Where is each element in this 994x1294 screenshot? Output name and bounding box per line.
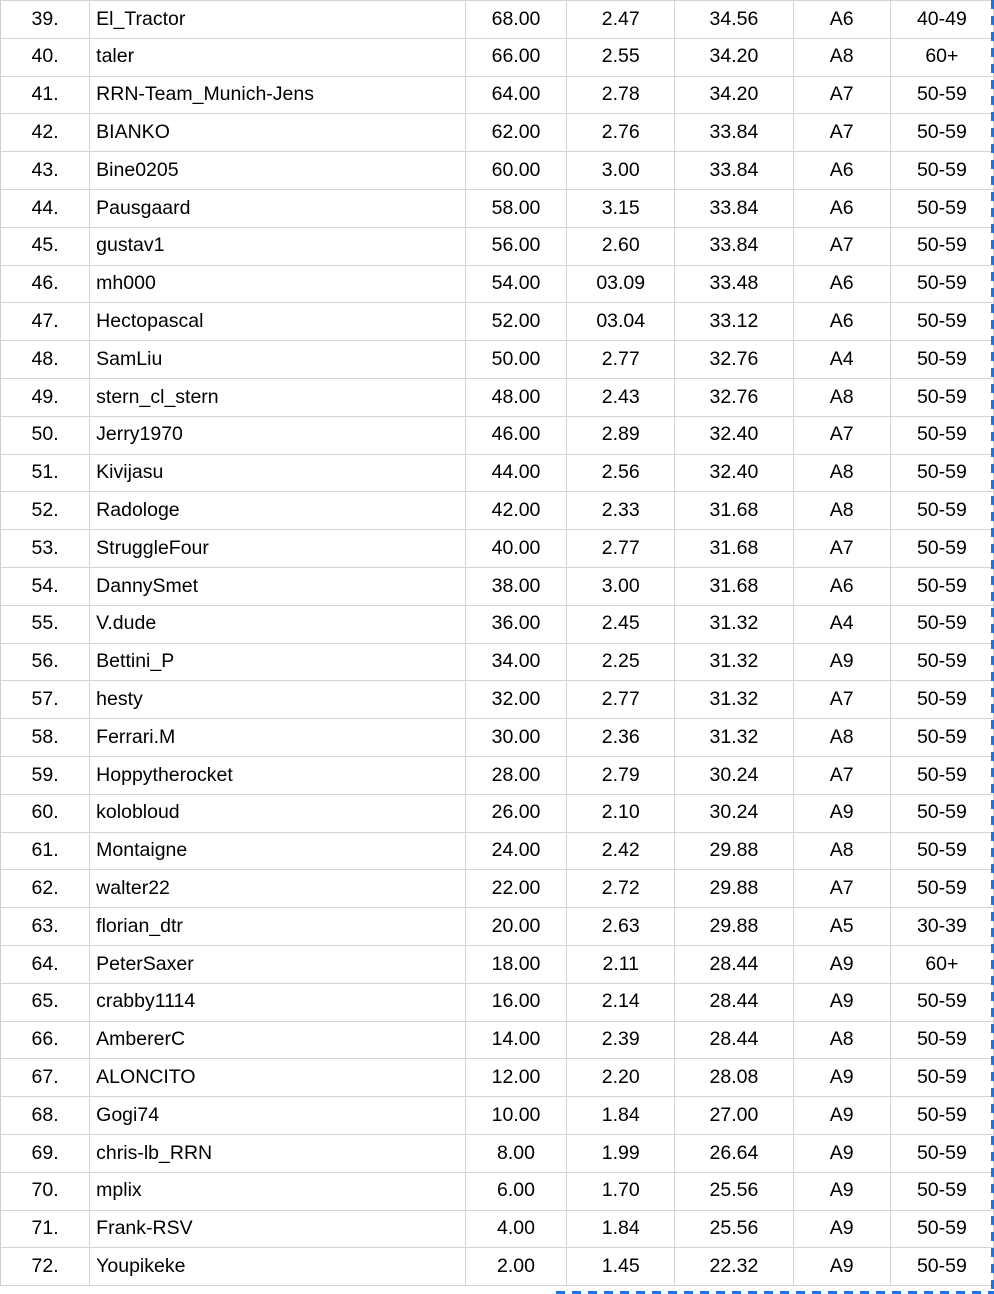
cell-rank[interactable]: 52. — [1, 492, 90, 530]
cell-rank[interactable]: 51. — [1, 454, 90, 492]
cell-points[interactable]: 40.00 — [465, 530, 566, 568]
cell-points[interactable]: 24.00 — [465, 832, 566, 870]
cell-name[interactable]: V.dude — [90, 605, 466, 643]
cell-age-group[interactable]: 50-59 — [890, 76, 993, 114]
cell-category[interactable]: A9 — [793, 1097, 890, 1135]
cell-rank[interactable]: 43. — [1, 152, 90, 190]
cell-age-group[interactable]: 50-59 — [890, 454, 993, 492]
cell-rank[interactable]: 40. — [1, 38, 90, 76]
cell-rank[interactable]: 71. — [1, 1210, 90, 1248]
cell-category[interactable]: A9 — [793, 794, 890, 832]
cell-speed[interactable]: 25.56 — [675, 1210, 793, 1248]
cell-points[interactable]: 62.00 — [465, 114, 566, 152]
cell-speed[interactable]: 28.44 — [675, 945, 793, 983]
cell-category[interactable]: A5 — [793, 908, 890, 946]
cell-speed[interactable]: 31.68 — [675, 567, 793, 605]
cell-rank[interactable]: 68. — [1, 1097, 90, 1135]
table-row[interactable] — [1, 1021, 994, 1059]
cell-name[interactable]: crabby1114 — [90, 983, 466, 1021]
cell-name[interactable]: PeterSaxer — [90, 945, 466, 983]
cell-category[interactable]: A6 — [793, 152, 890, 190]
cell-rank[interactable]: 63. — [1, 908, 90, 946]
table-row[interactable] — [1, 152, 994, 190]
cell-rank[interactable]: 45. — [1, 227, 90, 265]
cell-wkg[interactable]: 2.42 — [567, 832, 675, 870]
cell-speed[interactable]: 30.24 — [675, 794, 793, 832]
cell-speed[interactable]: 34.20 — [675, 76, 793, 114]
cell-wkg[interactable]: 2.77 — [567, 681, 675, 719]
table-row[interactable] — [1, 794, 994, 832]
cell-category[interactable]: A8 — [793, 1021, 890, 1059]
cell-category[interactable]: A8 — [793, 832, 890, 870]
cell-wkg[interactable]: 03.04 — [567, 303, 675, 341]
cell-age-group[interactable]: 50-59 — [890, 983, 993, 1021]
cell-wkg[interactable]: 2.77 — [567, 341, 675, 379]
table-row[interactable] — [1, 1172, 994, 1210]
cell-rank[interactable]: 59. — [1, 756, 90, 794]
cell-wkg[interactable]: 2.33 — [567, 492, 675, 530]
cell-category[interactable]: A7 — [793, 530, 890, 568]
cell-points[interactable]: 60.00 — [465, 152, 566, 190]
cell-name[interactable]: Hoppytherocket — [90, 756, 466, 794]
cell-speed[interactable]: 31.68 — [675, 492, 793, 530]
cell-speed[interactable]: 29.88 — [675, 870, 793, 908]
cell-points[interactable]: 64.00 — [465, 76, 566, 114]
cell-age-group[interactable]: 50-59 — [890, 1021, 993, 1059]
cell-age-group[interactable]: 50-59 — [890, 1248, 993, 1286]
cell-category[interactable]: A9 — [793, 1172, 890, 1210]
table-row[interactable] — [1, 945, 994, 983]
cell-name[interactable]: chris-lb_RRN — [90, 1134, 466, 1172]
cell-age-group[interactable]: 50-59 — [890, 303, 993, 341]
cell-category[interactable]: A9 — [793, 643, 890, 681]
cell-name[interactable]: taler — [90, 38, 466, 76]
cell-rank[interactable]: 49. — [1, 378, 90, 416]
cell-rank[interactable]: 54. — [1, 567, 90, 605]
cell-wkg[interactable]: 3.00 — [567, 152, 675, 190]
cell-wkg[interactable]: 2.14 — [567, 983, 675, 1021]
cell-age-group[interactable]: 50-59 — [890, 227, 993, 265]
table-row[interactable] — [1, 643, 994, 681]
cell-wkg[interactable]: 3.00 — [567, 567, 675, 605]
cell-age-group[interactable]: 50-59 — [890, 719, 993, 757]
cell-speed[interactable]: 28.08 — [675, 1059, 793, 1097]
cell-wkg[interactable]: 2.72 — [567, 870, 675, 908]
cell-age-group[interactable]: 50-59 — [890, 681, 993, 719]
cell-name[interactable]: gustav1 — [90, 227, 466, 265]
cell-points[interactable]: 68.00 — [465, 1, 566, 39]
cell-category[interactable]: A4 — [793, 605, 890, 643]
cell-age-group[interactable]: 50-59 — [890, 1134, 993, 1172]
cell-rank[interactable]: 50. — [1, 416, 90, 454]
cell-wkg[interactable]: 1.70 — [567, 1172, 675, 1210]
cell-speed[interactable]: 28.44 — [675, 983, 793, 1021]
cell-rank[interactable]: 57. — [1, 681, 90, 719]
cell-wkg[interactable]: 2.79 — [567, 756, 675, 794]
cell-category[interactable]: A9 — [793, 1248, 890, 1286]
cell-rank[interactable]: 55. — [1, 605, 90, 643]
cell-rank[interactable]: 66. — [1, 1021, 90, 1059]
cell-speed[interactable]: 33.84 — [675, 114, 793, 152]
cell-wkg[interactable]: 2.78 — [567, 76, 675, 114]
cell-points[interactable]: 42.00 — [465, 492, 566, 530]
cell-category[interactable]: A8 — [793, 454, 890, 492]
cell-name[interactable]: Bine0205 — [90, 152, 466, 190]
cell-age-group[interactable]: 50-59 — [890, 605, 993, 643]
cell-name[interactable]: ALONCITO — [90, 1059, 466, 1097]
cell-name[interactable]: kolobloud — [90, 794, 466, 832]
cell-wkg[interactable]: 2.11 — [567, 945, 675, 983]
cell-points[interactable]: 32.00 — [465, 681, 566, 719]
cell-age-group[interactable]: 50-59 — [890, 643, 993, 681]
cell-speed[interactable]: 31.32 — [675, 719, 793, 757]
cell-age-group[interactable]: 50-59 — [890, 189, 993, 227]
cell-age-group[interactable]: 50-59 — [890, 152, 993, 190]
cell-age-group[interactable]: 50-59 — [890, 1059, 993, 1097]
cell-age-group[interactable]: 50-59 — [890, 832, 993, 870]
cell-speed[interactable]: 33.84 — [675, 152, 793, 190]
cell-name[interactable]: AmbererC — [90, 1021, 466, 1059]
cell-category[interactable]: A7 — [793, 756, 890, 794]
cell-wkg[interactable]: 2.77 — [567, 530, 675, 568]
cell-speed[interactable]: 34.20 — [675, 38, 793, 76]
cell-name[interactable]: Radologe — [90, 492, 466, 530]
cell-wkg[interactable]: 2.60 — [567, 227, 675, 265]
cell-name[interactable]: Ferrari.M — [90, 719, 466, 757]
table-row[interactable] — [1, 870, 994, 908]
table-row[interactable] — [1, 114, 994, 152]
cell-speed[interactable]: 33.48 — [675, 265, 793, 303]
cell-wkg[interactable]: 2.36 — [567, 719, 675, 757]
table-row[interactable] — [1, 1, 994, 39]
cell-name[interactable]: stern_cl_stern — [90, 378, 466, 416]
table-row[interactable] — [1, 605, 994, 643]
cell-category[interactable]: A9 — [793, 1134, 890, 1172]
cell-age-group[interactable]: 50-59 — [890, 341, 993, 379]
cell-category[interactable]: A8 — [793, 719, 890, 757]
table-row[interactable] — [1, 681, 994, 719]
cell-name[interactable]: BIANKO — [90, 114, 466, 152]
table-row[interactable] — [1, 492, 994, 530]
cell-wkg[interactable]: 2.56 — [567, 454, 675, 492]
results-table-body — [1, 1, 994, 1286]
cell-points[interactable]: 44.00 — [465, 454, 566, 492]
cell-points[interactable]: 56.00 — [465, 227, 566, 265]
cell-rank[interactable]: 46. — [1, 265, 90, 303]
cell-wkg[interactable]: 3.15 — [567, 189, 675, 227]
cell-wkg[interactable]: 2.45 — [567, 605, 675, 643]
cell-points[interactable]: 16.00 — [465, 983, 566, 1021]
table-row[interactable] — [1, 416, 994, 454]
cell-rank[interactable]: 56. — [1, 643, 90, 681]
cell-age-group[interactable]: 50-59 — [890, 1097, 993, 1135]
cell-name[interactable]: Kivijasu — [90, 454, 466, 492]
cell-category[interactable]: A6 — [793, 1, 890, 39]
table-row[interactable] — [1, 832, 994, 870]
cell-rank[interactable]: 62. — [1, 870, 90, 908]
cell-rank[interactable]: 44. — [1, 189, 90, 227]
cell-speed[interactable]: 28.44 — [675, 1021, 793, 1059]
cell-age-group[interactable]: 30-39 — [890, 908, 993, 946]
cell-speed[interactable]: 33.84 — [675, 189, 793, 227]
cell-wkg[interactable]: 2.39 — [567, 1021, 675, 1059]
cell-category[interactable]: A6 — [793, 189, 890, 227]
cell-points[interactable]: 4.00 — [465, 1210, 566, 1248]
cell-name[interactable]: Gogi74 — [90, 1097, 466, 1135]
cell-name[interactable]: Frank-RSV — [90, 1210, 466, 1248]
table-row[interactable] — [1, 76, 994, 114]
cell-name[interactable]: El_Tractor — [90, 1, 466, 39]
cell-rank[interactable]: 42. — [1, 114, 90, 152]
cell-age-group[interactable]: 50-59 — [890, 416, 993, 454]
table-row[interactable] — [1, 454, 994, 492]
cell-speed[interactable]: 31.32 — [675, 643, 793, 681]
cell-name[interactable]: Bettini_P — [90, 643, 466, 681]
table-row[interactable] — [1, 567, 994, 605]
cell-speed[interactable]: 29.88 — [675, 832, 793, 870]
cell-category[interactable]: A9 — [793, 945, 890, 983]
cell-age-group[interactable]: 60+ — [890, 38, 993, 76]
cell-wkg[interactable]: 2.47 — [567, 1, 675, 39]
table-row[interactable] — [1, 341, 994, 379]
table-row[interactable] — [1, 719, 994, 757]
cell-category[interactable]: A7 — [793, 870, 890, 908]
cell-rank[interactable]: 47. — [1, 303, 90, 341]
cell-points[interactable]: 66.00 — [465, 38, 566, 76]
cell-rank[interactable]: 64. — [1, 945, 90, 983]
cell-wkg[interactable]: 2.43 — [567, 378, 675, 416]
cell-name[interactable]: Montaigne — [90, 832, 466, 870]
cell-age-group[interactable]: 50-59 — [890, 1210, 993, 1248]
cell-points[interactable]: 50.00 — [465, 341, 566, 379]
table-row[interactable] — [1, 38, 994, 76]
cell-speed[interactable]: 33.84 — [675, 227, 793, 265]
cell-name[interactable]: walter22 — [90, 870, 466, 908]
cell-wkg[interactable]: 2.76 — [567, 114, 675, 152]
cell-wkg[interactable]: 2.63 — [567, 908, 675, 946]
cell-age-group[interactable]: 50-59 — [890, 378, 993, 416]
cell-rank[interactable]: 39. — [1, 1, 90, 39]
table-row[interactable] — [1, 530, 994, 568]
cell-rank[interactable]: 72. — [1, 1248, 90, 1286]
cell-name[interactable]: Hectopascal — [90, 303, 466, 341]
cell-age-group[interactable]: 50-59 — [890, 265, 993, 303]
table-row[interactable] — [1, 378, 994, 416]
cell-name[interactable]: Pausgaard — [90, 189, 466, 227]
table-row[interactable] — [1, 1134, 994, 1172]
cell-category[interactable]: A9 — [793, 1059, 890, 1097]
cell-category[interactable]: A7 — [793, 227, 890, 265]
cell-category[interactable]: A9 — [793, 1210, 890, 1248]
cell-age-group[interactable]: 50-59 — [890, 1172, 993, 1210]
cell-category[interactable]: A9 — [793, 983, 890, 1021]
cell-points[interactable]: 8.00 — [465, 1134, 566, 1172]
cell-points[interactable]: 38.00 — [465, 567, 566, 605]
cell-speed[interactable]: 33.12 — [675, 303, 793, 341]
cell-category[interactable]: A8 — [793, 38, 890, 76]
cell-category[interactable]: A4 — [793, 341, 890, 379]
cell-age-group[interactable]: 50-59 — [890, 492, 993, 530]
cell-rank[interactable]: 69. — [1, 1134, 90, 1172]
cell-speed[interactable]: 25.56 — [675, 1172, 793, 1210]
cell-rank[interactable]: 67. — [1, 1059, 90, 1097]
cell-name[interactable]: SamLiu — [90, 341, 466, 379]
cell-age-group[interactable]: 40-49 — [890, 1, 993, 39]
cell-points[interactable]: 28.00 — [465, 756, 566, 794]
cell-category[interactable]: A8 — [793, 492, 890, 530]
cell-age-group[interactable]: 50-59 — [890, 114, 993, 152]
cell-name[interactable]: mh000 — [90, 265, 466, 303]
cell-rank[interactable]: 70. — [1, 1172, 90, 1210]
cell-name[interactable]: hesty — [90, 681, 466, 719]
table-row[interactable] — [1, 908, 994, 946]
cell-points[interactable]: 22.00 — [465, 870, 566, 908]
cell-points[interactable]: 54.00 — [465, 265, 566, 303]
table-row[interactable] — [1, 1248, 994, 1286]
cell-wkg[interactable]: 03.09 — [567, 265, 675, 303]
cell-speed[interactable]: 32.76 — [675, 378, 793, 416]
cell-speed[interactable]: 32.40 — [675, 454, 793, 492]
cell-name[interactable]: StruggleFour — [90, 530, 466, 568]
table-row[interactable] — [1, 189, 994, 227]
cell-wkg[interactable]: 1.99 — [567, 1134, 675, 1172]
cell-points[interactable]: 36.00 — [465, 605, 566, 643]
cell-name[interactable]: mplix — [90, 1172, 466, 1210]
cell-points[interactable]: 48.00 — [465, 378, 566, 416]
cell-category[interactable]: A7 — [793, 416, 890, 454]
cell-speed[interactable]: 31.68 — [675, 530, 793, 568]
cell-speed[interactable]: 26.64 — [675, 1134, 793, 1172]
table-row[interactable] — [1, 1097, 994, 1135]
cell-name[interactable]: Youpikeke — [90, 1248, 466, 1286]
cell-category[interactable]: A7 — [793, 114, 890, 152]
cell-points[interactable]: 14.00 — [465, 1021, 566, 1059]
table-row[interactable] — [1, 756, 994, 794]
cell-category[interactable]: A6 — [793, 265, 890, 303]
cell-points[interactable]: 12.00 — [465, 1059, 566, 1097]
cell-age-group[interactable]: 50-59 — [890, 794, 993, 832]
cell-rank[interactable]: 41. — [1, 76, 90, 114]
table-row[interactable] — [1, 265, 994, 303]
cell-category[interactable]: A6 — [793, 303, 890, 341]
cell-rank[interactable]: 53. — [1, 530, 90, 568]
table-row[interactable] — [1, 227, 994, 265]
cell-speed[interactable]: 34.56 — [675, 1, 793, 39]
cell-rank[interactable]: 65. — [1, 983, 90, 1021]
cell-points[interactable]: 2.00 — [465, 1248, 566, 1286]
cell-wkg[interactable]: 1.84 — [567, 1097, 675, 1135]
cell-wkg[interactable]: 1.45 — [567, 1248, 675, 1286]
cell-speed[interactable]: 27.00 — [675, 1097, 793, 1135]
cell-speed[interactable]: 30.24 — [675, 756, 793, 794]
cell-points[interactable]: 20.00 — [465, 908, 566, 946]
cell-speed[interactable]: 22.32 — [675, 1248, 793, 1286]
cell-points[interactable]: 46.00 — [465, 416, 566, 454]
cell-points[interactable]: 18.00 — [465, 945, 566, 983]
cell-name[interactable]: florian_dtr — [90, 908, 466, 946]
cell-speed[interactable]: 32.76 — [675, 341, 793, 379]
cell-rank[interactable]: 60. — [1, 794, 90, 832]
cell-points[interactable]: 30.00 — [465, 719, 566, 757]
cell-name[interactable]: Jerry1970 — [90, 416, 466, 454]
cell-wkg[interactable]: 1.84 — [567, 1210, 675, 1248]
table-row[interactable] — [1, 983, 994, 1021]
cell-wkg[interactable]: 2.89 — [567, 416, 675, 454]
cell-wkg[interactable]: 2.25 — [567, 643, 675, 681]
cell-wkg[interactable]: 2.55 — [567, 38, 675, 76]
cell-age-group[interactable]: 50-59 — [890, 530, 993, 568]
cell-points[interactable]: 34.00 — [465, 643, 566, 681]
cell-points[interactable]: 52.00 — [465, 303, 566, 341]
cell-speed[interactable]: 32.40 — [675, 416, 793, 454]
cell-category[interactable]: A7 — [793, 76, 890, 114]
cell-name[interactable]: RRN-Team_Munich-Jens — [90, 76, 466, 114]
cell-wkg[interactable]: 2.20 — [567, 1059, 675, 1097]
cell-points[interactable]: 10.00 — [465, 1097, 566, 1135]
cell-rank[interactable]: 58. — [1, 719, 90, 757]
cell-name[interactable]: DannySmet — [90, 567, 466, 605]
cell-speed[interactable]: 29.88 — [675, 908, 793, 946]
cell-category[interactable]: A6 — [793, 567, 890, 605]
cell-rank[interactable]: 48. — [1, 341, 90, 379]
table-row[interactable] — [1, 1210, 994, 1248]
cell-age-group[interactable]: 50-59 — [890, 870, 993, 908]
cell-speed[interactable]: 31.32 — [675, 605, 793, 643]
cell-speed[interactable]: 31.32 — [675, 681, 793, 719]
cell-category[interactable]: A7 — [793, 681, 890, 719]
cell-points[interactable]: 58.00 — [465, 189, 566, 227]
cell-wkg[interactable]: 2.10 — [567, 794, 675, 832]
cell-points[interactable]: 6.00 — [465, 1172, 566, 1210]
cell-category[interactable]: A8 — [793, 378, 890, 416]
cell-rank[interactable]: 61. — [1, 832, 90, 870]
table-row[interactable] — [1, 303, 994, 341]
table-row[interactable] — [1, 1059, 994, 1097]
cell-points[interactable]: 26.00 — [465, 794, 566, 832]
cell-age-group[interactable]: 60+ — [890, 945, 993, 983]
cell-age-group[interactable]: 50-59 — [890, 756, 993, 794]
cell-age-group[interactable]: 50-59 — [890, 567, 993, 605]
